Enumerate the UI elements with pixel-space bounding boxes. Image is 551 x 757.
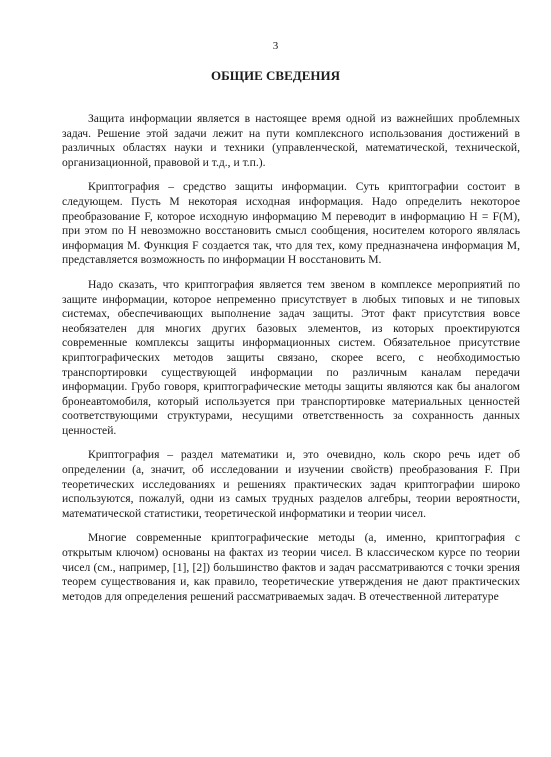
paragraph: Многие современные криптографические методы (а, именно, криптография с открытым ключом) основаны на фактах из теории чисел. В классическом курсе по теории чисел (см., например, [1], [2]) большинство фактов и задач рассматриваются с точки зрения теорем существования и, как правило, теоретические утверждения не дают практических методов для определения решений рассматриваемых задач. В отечественной литературе	[62, 531, 520, 603]
paragraph: Криптография – раздел математики и, это очевидно, коль скоро речь идет об определении (а, значит, об исследовании и изучении свойств) преобразования F. При теоретических исследованиях и решениях практических задач криптографии широко используются, пожалуй, одни из самых трудных разделов алгебры, теории вероятности, математической статистики, теоретической информатики и теории чисел.	[62, 448, 520, 520]
paragraph: Криптография – средство защиты информации. Суть криптографии состоит в следующем. Пусть M некоторая исходная информация. Надо определить некоторое преобразование F, которое исходную информацию M переводит в информацию H = F(M), при этом по H невозможно восстановить смысл сообщения, носителем которого являлась информация M. Функция F создается так, что для тех, кому предназначена информация M, представляется возможность по информации H восстановить M.	[62, 180, 520, 267]
paragraph: Надо сказать, что криптография является тем звеном в комплексе мероприятий по защите информации, которое непременно присутствует в любых типовых и не типовых системах, обеспечивающих выполнение задач защиты. Этот факт присутствия вовсе необязателен для многих других базовых элементов, из которых проектируются современные комплексы защиты информационных систем. Обязательное присутствие криптографических методов защиты связано, скорее всего, с необходимостью транспортировки существующей информации по различным каналам передачи информации. Грубо говоря, криптографические методы защиты являются как бы аналогом бронеавтомобиля, который используется при транспортировке материальных ценностей соответствующими структурами, несущими ответственность за сохранность данных ценностей.	[62, 277, 520, 437]
section-heading: ОБЩИЕ СВЕДЕНИЯ	[211, 68, 340, 83]
paragraph: Защита информации является в настоящее время одной из важнейших проблемных задач. Решение этой задачи лежит на пути комплексного использования достижений в различных областях науки и техники (управленческой, математической, технической, организационной, правовой и т.д., и т.п.).	[62, 112, 520, 169]
page-number: 3	[272, 40, 279, 52]
body-text	[62, 112, 520, 604]
